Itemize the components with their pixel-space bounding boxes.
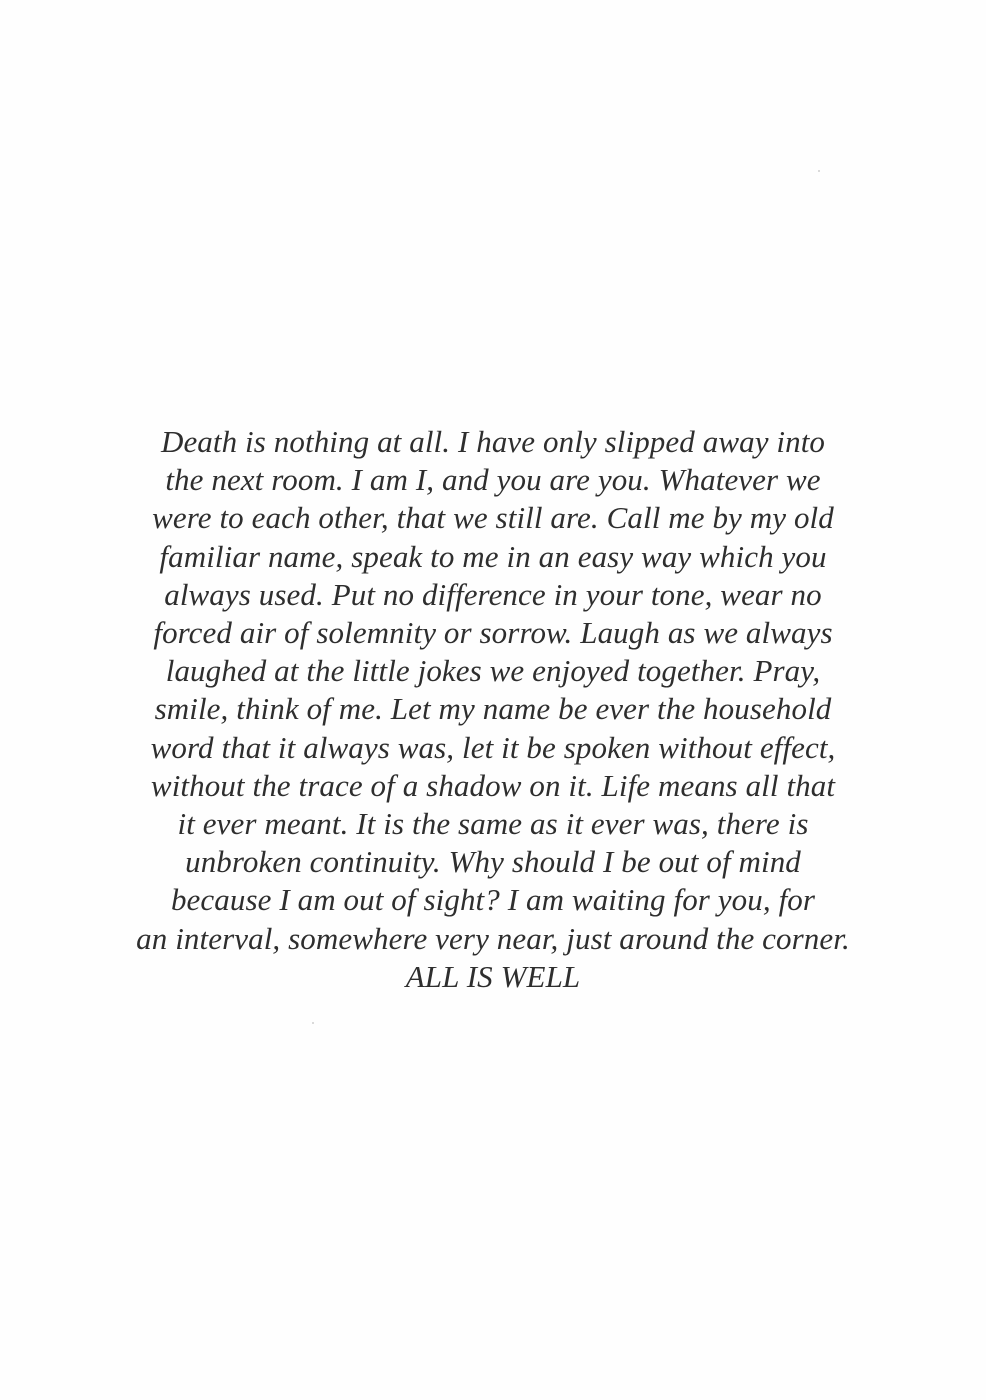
poem-text <box>0 423 986 996</box>
poem-line: smile, think of me. Let my name be ever the household <box>154 691 832 727</box>
poem-line: laughed at the little jokes we enjoyed together. Pray, <box>165 653 821 689</box>
poem-line: without the trace of a shadow on it. Life means all that <box>150 767 836 803</box>
poem-line: Death is nothing at all. I have only slipped away into <box>160 424 826 459</box>
paper-speck <box>312 1022 314 1024</box>
poem-line: the next room. I am I, and you are you. Whatever we <box>165 462 821 498</box>
poem-line: because I am out of sight? I am waiting for you, for <box>170 882 816 918</box>
poem-line: an interval, somewhere very near, just around the corner. <box>136 920 850 956</box>
poem-line: were to each other, that we still are. Call me by my old <box>152 500 834 536</box>
poem-line: it ever meant. It is the same as it ever was, there is <box>177 806 809 842</box>
poem-line: unbroken continuity. Why should I be out of mind <box>185 844 801 880</box>
poem-line: familiar name, speak to me in an easy way which you <box>159 538 827 574</box>
poem-line: always used. Put no difference in your tone, wear no <box>164 576 822 612</box>
paper-speck <box>818 170 820 172</box>
closing-line: ALL IS WELL <box>405 958 581 994</box>
poem-line: word that it always was, let it be spoken without effect, <box>150 729 836 765</box>
poem-line: forced air of solemnity or sorrow. Laugh as we always <box>153 615 833 651</box>
